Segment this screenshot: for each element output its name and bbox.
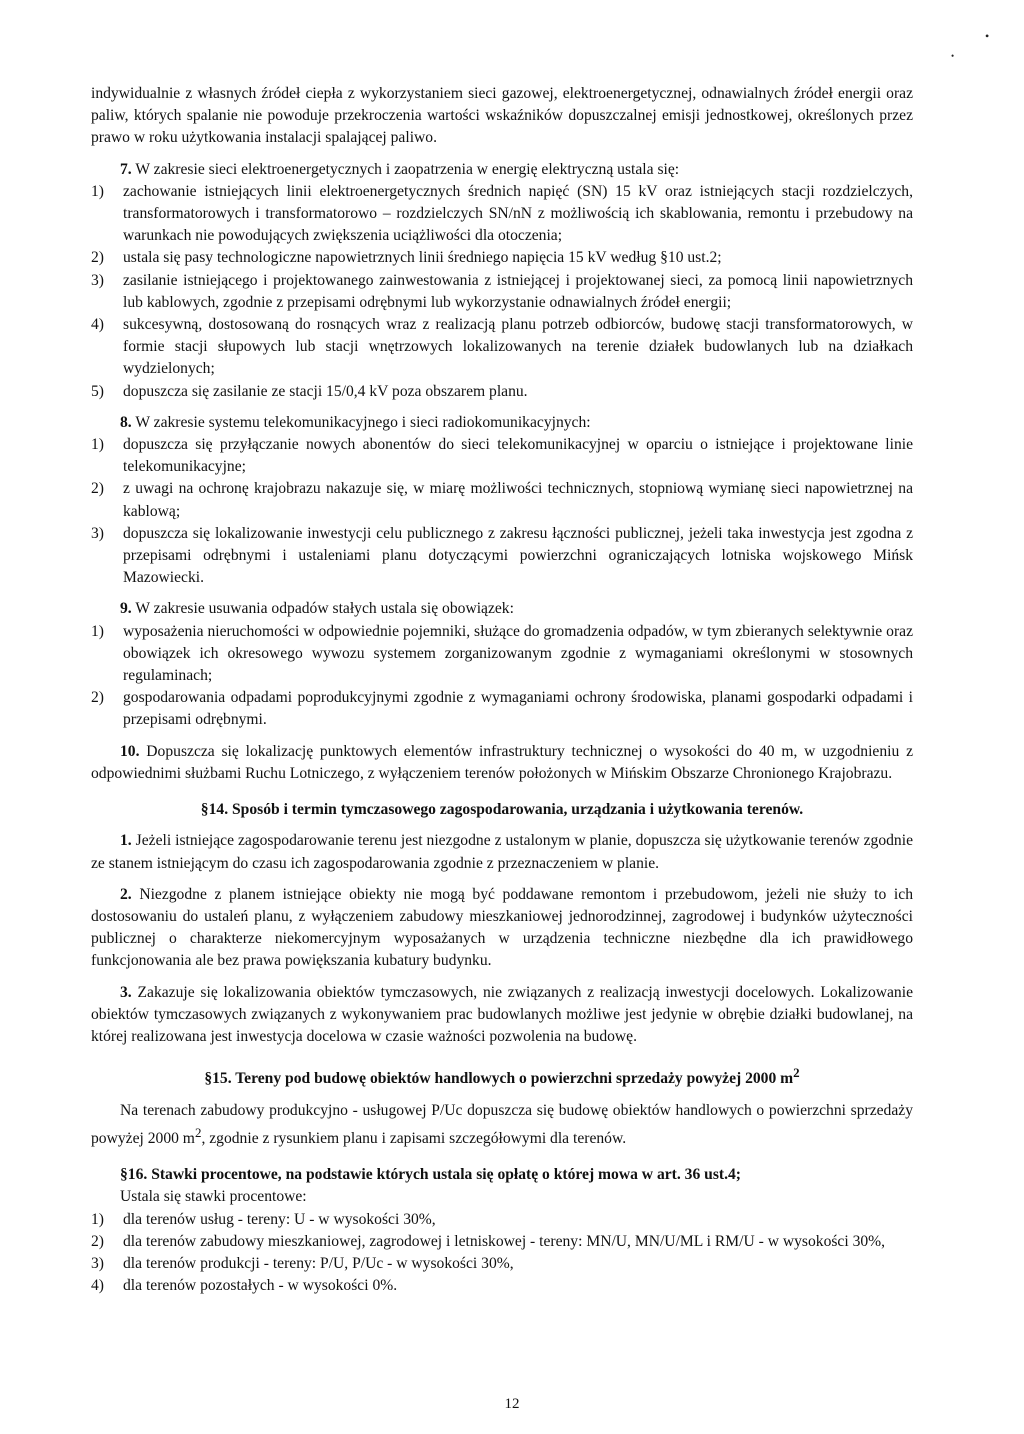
paragraph-number: 9. xyxy=(120,600,132,618)
section-14-paragraph-1: 1. Jeżeli istniejące zagospodarowanie terenu jest niezgodne z ustalonym w planie, dopuszcza się użytkowanie terenów zgodnie ze stanem istniejącym do czasu ich zagospodarowania zgodnie z przeznaczeniem w planie. xyxy=(91,832,913,872)
section-14-heading: §14. Sposób i termin tymczasowego zagospodarowania, urządzania i użytkowania terenów. xyxy=(200,801,804,819)
list-item: 2) gospodarowania odpadami poprodukcyjnymi zgodnie z wymaganiami ochrony środowiska, planami gospodarki odpadami i przepisami odrębnymi. xyxy=(91,689,913,729)
paragraph-10: 10. Dopuszcza się lokalizację punktowych elementów infrastruktury technicznej o wysokości do 40 m, w uzgodnieniu z odpowiednimi służbami Ruchu Lotniczego, z wyłączeniem terenów położonych w Mińskim Obszarze Chronionego Krajobrazu. xyxy=(91,742,913,782)
section-16-lead: Ustala się stawki procentowe: xyxy=(120,1188,307,1206)
list-item: 2) ustala się pasy technologiczne napowietrznych linii średniego napięcia 15 kV według §10 ust.2; xyxy=(91,249,722,267)
list-item: 3) zasilanie istniejącego i projektowanego zainwestowania z istniejącej i projektowanej sieci, za pomocą linii napowietrznych lub kablowych, zgodnie z przepisami odrębnymi lub wykorzystanie odnawialnych źródeł energii; xyxy=(91,271,913,311)
list-item: 1) zachowanie istniejących linii elektroenergetycznych średnich napięć (SN) 15 kV oraz istniejących stacji rozdzielczych, transformatorowych i transformatorowo – rozdzielczych SN/nN z możliwością ich skablowania, remontu i przebudowy na warunkach nie powodujących zwiększenia uciążliwości dla otoczenia; xyxy=(91,182,913,245)
section-16-list xyxy=(91,1209,913,1298)
section-14-paragraph-3: 3. Zakazuje się lokalizowania obiektów tymczasowych, nie związanych z realizacją inwestycji docelowych. Lokalizowanie obiektów tymczasowych związanych z wykonywaniem prac budowlanych możliwe jest jedynie w obrębie działki budowlanej, na której realizowana jest inwestycja docelowa w czasie ważności pozwolenia na budowę. xyxy=(91,983,913,1045)
list-item: 2) z uwagi na ochronę krajobrazu nakazuje się, w miarę możliwości technicznych, stopniową wymianę sieci napowietrznej na kablową; xyxy=(91,480,913,520)
list-item: 5) dopuszcza się zasilanie ze stacji 15/0,4 kV poza obszarem planu. xyxy=(91,382,528,400)
paragraph-8-list xyxy=(91,434,913,589)
page-number: 12 xyxy=(504,1396,520,1412)
section-14-paragraph-2: 2. Niezgodne z planem istniejące obiekty nie mogą być poddawane remontom i przebudowom, jeżeli nie służy to ich dostosowaniu do ustaleń planu, z wyłączeniem zabudowy mieszkaniowej jednorodzinnej, zagrodowej i budynków użyteczności publicznej o charakterze niekomercyjnym wyposażanych w urządzenia techniczne niezbędne dla ich prawidłowego funkcjonowania ale bez prawa powiększania kubatury budynku. xyxy=(91,885,913,970)
list-item: 4) dla terenów pozostałych - w wysokości 0%. xyxy=(91,1277,398,1295)
paragraph-number: 10. xyxy=(120,742,140,760)
paragraph-number: 7. xyxy=(120,160,132,178)
paragraph-7-list xyxy=(91,181,913,403)
list-item: 1) dla terenów usług - tereny: U - w wysokości 30%, xyxy=(91,1210,436,1228)
list-item: 2) dla terenów zabudowy mieszkaniowej, zagrodowej i letniskowej - tereny: MN/U, MN/U/ML i RM/U - w wysokości 30%, xyxy=(91,1232,886,1250)
paragraph-number: 8. xyxy=(120,413,132,431)
section-16-heading: §16. Stawki procentowe, na podstawie których ustala się opłatę o której mowa w art. 36 ust.4; xyxy=(120,1166,741,1184)
list-item: 1) dopuszcza się przyłączanie nowych abonentów do sieci telekomunikacyjnej w oparciu o istniejące i projektowane linie telekomunikacyjne; xyxy=(91,436,913,476)
paragraph-8-lead: 8. W zakresie systemu telekomunikacyjnego i sieci radiokomunikacyjnych: xyxy=(120,413,591,431)
paragraph-9-lead: 9. W zakresie usuwania odpadów stałych ustala się obowiązek: xyxy=(120,600,514,618)
list-item: 1) wyposażenia nieruchomości w odpowiednie pojemniki, służące do gromadzenia odpadów, w tym zbieranych selektywnie oraz obowiązek ich okresowego wywozu systemem zorganizowanym zgodnie z wymaganiami określonymi w stosownych regulaminach; xyxy=(91,622,913,685)
intro-paragraph: indywidualnie z własnych źródeł ciepła z wykorzystaniem sieci gazowej, elektroenergetycznej, odnawialnych źródeł energii oraz paliw, których spalanie nie powoduje przekroczenia wartości wskaźników dopuszczalnej emisji jednostkowej, określonych przez prawo w roku użytkowania instalacji spalającej paliwo. xyxy=(91,85,913,147)
section-15-heading: §15. Tereny pod budowę obiektów handlowych o powierzchni sprzedaży powyżej 2000 $m^2$ xyxy=(204,1065,800,1088)
scan-speck: • xyxy=(951,51,955,61)
section-15-paragraph: Na terenach zabudowy produkcyjno - usługowej P/Uc dopuszcza się budowę obiektów handlowych o powierzchni sprzedaży powyżej 2000 $m^2$, zgodnie z rysunkiem planu i zapisami szczegółowymi dla terenów. xyxy=(91,1101,913,1147)
list-item: 4) sukcesywną, dostosowaną do rosnących wraz z realizacją planu potrzeb odbiorców, budowę stacji transformatorowych, w formie stacji słupowych lub stacji wnętrzowych lokalizowanych na terenie działek budowlanych lub na działkach wydzielonych; xyxy=(91,316,913,378)
paragraph-7-lead: 7. W zakresie sieci elektroenergetycznych i zaopatrzenia w energię elektryczną ustala się: xyxy=(120,160,680,178)
list-item: 3) dopuszcza się lokalizowanie inwestycji celu publicznego z zakresu łączności publicznej, jeżeli taka inwestycja jest zgodna z przepisami odrębnymi i ustaleniami planu dotyczącymi powierzchni ograniczających lotniska wojskowego Mińsk Mazowiecki. xyxy=(91,524,913,587)
list-item: 3) dla terenów produkcji - tereny: P/U, P/Uc - w wysokości 30%, xyxy=(91,1254,514,1272)
document-page xyxy=(91,83,913,1297)
scan-speck: • xyxy=(985,29,990,43)
paragraph-9-list xyxy=(91,621,913,732)
